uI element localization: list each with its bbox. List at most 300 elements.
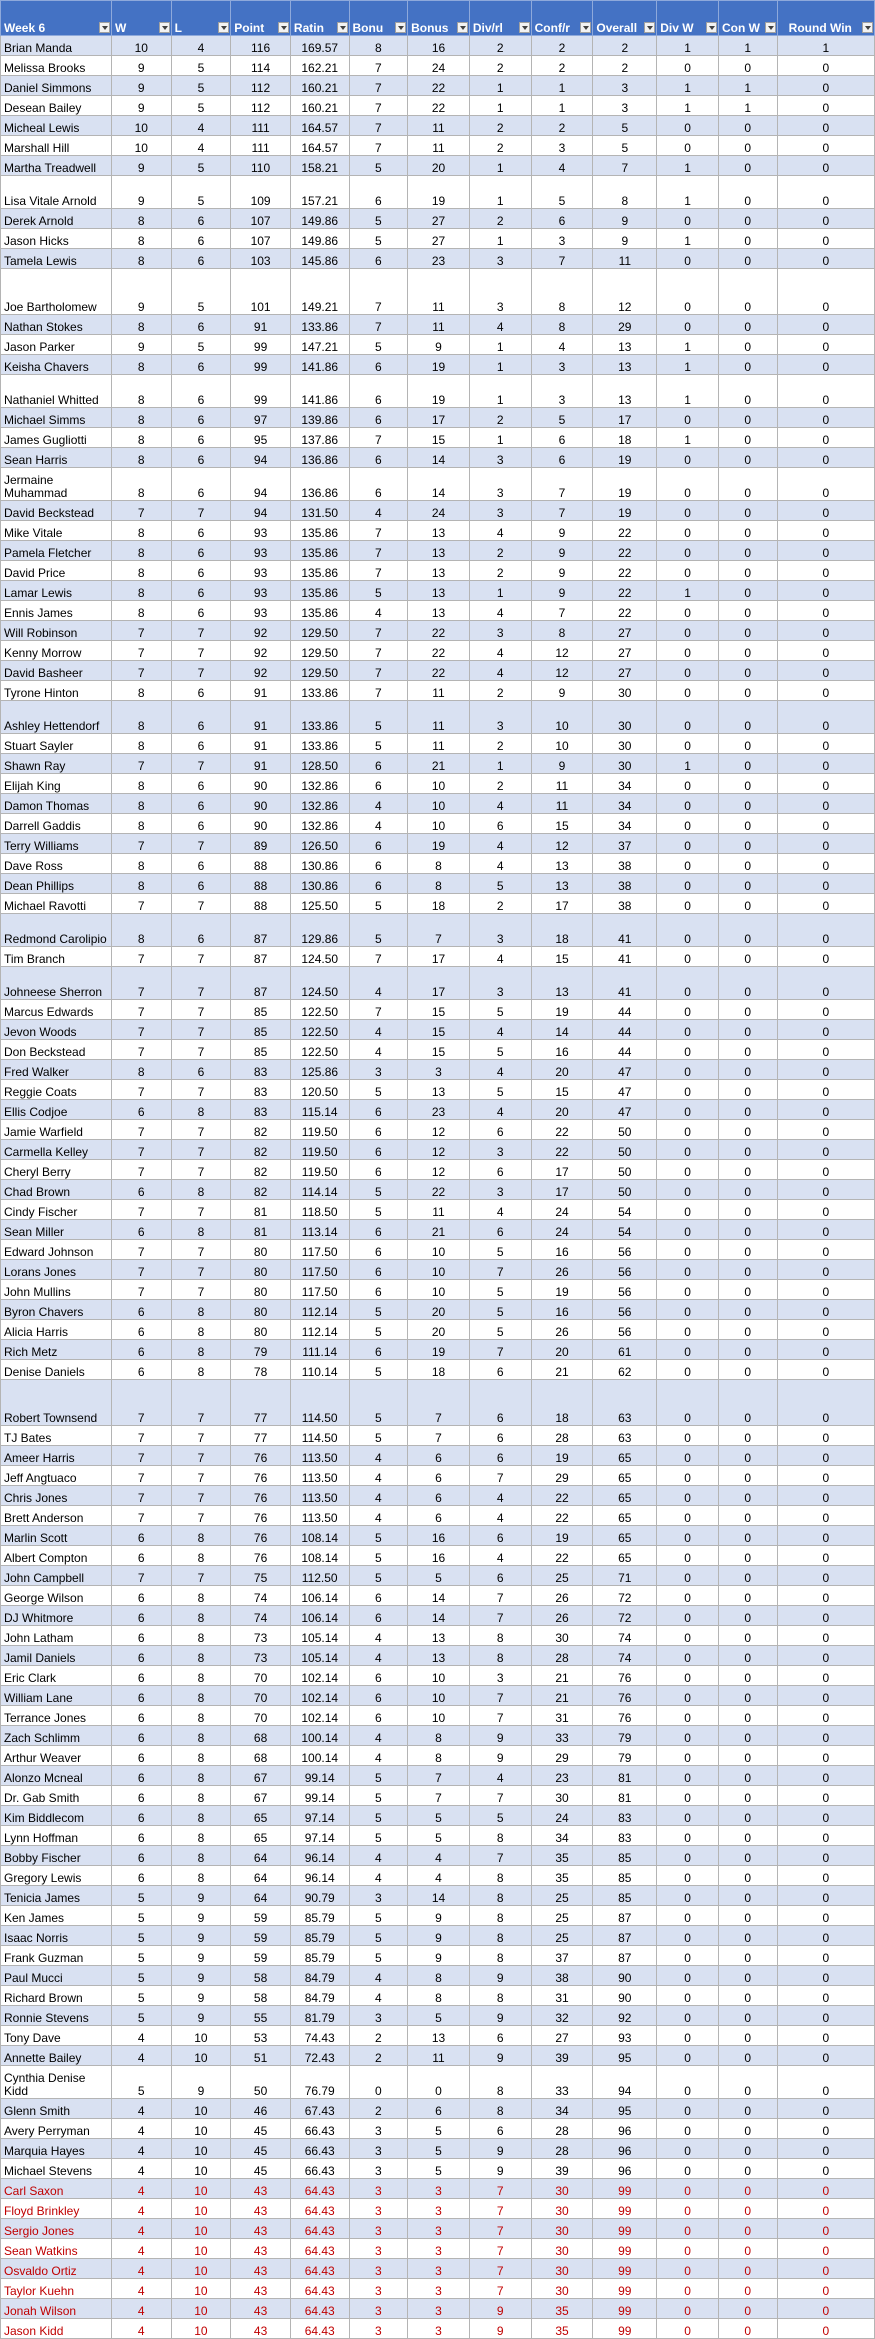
round-win-cell[interactable]: 0 xyxy=(777,1120,874,1140)
overall-rank-cell[interactable]: 41 xyxy=(593,914,657,947)
bonus-cell[interactable]: 6 xyxy=(349,1686,408,1706)
round-win-cell[interactable]: 0 xyxy=(777,2139,874,2159)
bonus-cell[interactable]: 7 xyxy=(349,428,408,448)
bonus-points-cell[interactable]: 5 xyxy=(408,1806,470,1826)
div-rank-cell[interactable]: 2 xyxy=(469,36,531,56)
bonus-cell[interactable]: 3 xyxy=(349,2199,408,2219)
div-win-cell[interactable]: 0 xyxy=(657,1926,719,1946)
player-name-cell[interactable]: Ken James xyxy=(1,1906,112,1926)
rating-cell[interactable]: 115.14 xyxy=(290,1100,349,1120)
rating-cell[interactable]: 74.43 xyxy=(290,2026,349,2046)
con-win-cell[interactable]: 0 xyxy=(718,1060,777,1080)
bonus-cell[interactable]: 3 xyxy=(349,2139,408,2159)
div-win-cell[interactable]: 0 xyxy=(657,1666,719,1686)
con-win-cell[interactable]: 0 xyxy=(718,2026,777,2046)
bonus-points-cell[interactable]: 13 xyxy=(408,521,470,541)
div-win-cell[interactable]: 0 xyxy=(657,1040,719,1060)
con-win-cell[interactable]: 0 xyxy=(718,229,777,249)
bonus-cell[interactable]: 3 xyxy=(349,2259,408,2279)
player-name-cell[interactable]: Sean Miller xyxy=(1,1220,112,1240)
rating-cell[interactable]: 129.50 xyxy=(290,661,349,681)
bonus-points-cell[interactable]: 5 xyxy=(408,2159,470,2179)
bonus-points-cell[interactable]: 9 xyxy=(408,1946,470,1966)
round-win-cell[interactable]: 0 xyxy=(777,681,874,701)
header-wins[interactable] xyxy=(111,1,171,36)
rating-cell[interactable]: 96.14 xyxy=(290,1846,349,1866)
losses-cell[interactable]: 8 xyxy=(171,1340,231,1360)
round-win-cell[interactable]: 0 xyxy=(777,621,874,641)
round-win-cell[interactable]: 0 xyxy=(777,2239,874,2259)
bonus-cell[interactable]: 7 xyxy=(349,315,408,335)
wins-cell[interactable]: 5 xyxy=(111,1966,171,1986)
conf-rank-cell[interactable]: 29 xyxy=(531,1746,593,1766)
div-win-cell[interactable]: 0 xyxy=(657,1300,719,1320)
player-name-cell[interactable]: Michael Stevens xyxy=(1,2159,112,2179)
div-win-cell[interactable]: 0 xyxy=(657,1100,719,1120)
points-cell[interactable]: 92 xyxy=(231,661,291,681)
conf-rank-cell[interactable]: 20 xyxy=(531,1340,593,1360)
player-name-cell[interactable]: Marquia Hayes xyxy=(1,2139,112,2159)
con-win-cell[interactable]: 1 xyxy=(718,96,777,116)
div-rank-cell[interactable]: 1 xyxy=(469,96,531,116)
round-win-cell[interactable]: 0 xyxy=(777,229,874,249)
overall-rank-cell[interactable]: 87 xyxy=(593,1926,657,1946)
player-name-cell[interactable]: Ellis Codjoe xyxy=(1,1100,112,1120)
rating-cell[interactable]: 106.14 xyxy=(290,1586,349,1606)
bonus-points-cell[interactable]: 13 xyxy=(408,1646,470,1666)
conf-rank-cell[interactable]: 26 xyxy=(531,1606,593,1626)
div-rank-cell[interactable]: 8 xyxy=(469,1986,531,2006)
losses-cell[interactable]: 10 xyxy=(171,2046,231,2066)
rating-cell[interactable]: 119.50 xyxy=(290,1140,349,1160)
points-cell[interactable]: 70 xyxy=(231,1686,291,1706)
div-rank-cell[interactable]: 4 xyxy=(469,315,531,335)
losses-cell[interactable]: 9 xyxy=(171,1986,231,2006)
overall-rank-cell[interactable]: 30 xyxy=(593,734,657,754)
conf-rank-cell[interactable]: 28 xyxy=(531,2139,593,2159)
con-win-cell[interactable]: 0 xyxy=(718,2279,777,2299)
rating-cell[interactable]: 129.50 xyxy=(290,621,349,641)
round-win-cell[interactable]: 0 xyxy=(777,874,874,894)
con-win-cell[interactable]: 0 xyxy=(718,581,777,601)
con-win-cell[interactable]: 0 xyxy=(718,1140,777,1160)
con-win-cell[interactable]: 0 xyxy=(718,1380,777,1426)
header-div-rank[interactable] xyxy=(469,1,531,36)
rating-cell[interactable]: 90.79 xyxy=(290,1886,349,1906)
player-name-cell[interactable]: Marlin Scott xyxy=(1,1526,112,1546)
player-name-cell[interactable]: Jonah Wilson xyxy=(1,2299,112,2319)
points-cell[interactable]: 75 xyxy=(231,1566,291,1586)
dropdown-filter-icon[interactable] xyxy=(519,22,530,33)
rating-cell[interactable]: 141.86 xyxy=(290,355,349,375)
div-win-cell[interactable]: 0 xyxy=(657,1020,719,1040)
conf-rank-cell[interactable]: 30 xyxy=(531,2219,593,2239)
round-win-cell[interactable]: 0 xyxy=(777,1506,874,1526)
con-win-cell[interactable]: 0 xyxy=(718,1020,777,1040)
wins-cell[interactable]: 6 xyxy=(111,1100,171,1120)
div-win-cell[interactable]: 0 xyxy=(657,1806,719,1826)
wins-cell[interactable]: 4 xyxy=(111,2219,171,2239)
con-win-cell[interactable]: 0 xyxy=(718,1586,777,1606)
div-rank-cell[interactable]: 4 xyxy=(469,794,531,814)
conf-rank-cell[interactable]: 28 xyxy=(531,2119,593,2139)
wins-cell[interactable]: 4 xyxy=(111,2119,171,2139)
con-win-cell[interactable]: 1 xyxy=(718,76,777,96)
points-cell[interactable]: 83 xyxy=(231,1080,291,1100)
overall-rank-cell[interactable]: 44 xyxy=(593,1040,657,1060)
overall-rank-cell[interactable]: 12 xyxy=(593,269,657,315)
overall-rank-cell[interactable]: 76 xyxy=(593,1666,657,1686)
bonus-cell[interactable]: 6 xyxy=(349,754,408,774)
points-cell[interactable]: 67 xyxy=(231,1766,291,1786)
div-rank-cell[interactable]: 7 xyxy=(469,1846,531,1866)
round-win-cell[interactable]: 0 xyxy=(777,1446,874,1466)
con-win-cell[interactable]: 0 xyxy=(718,335,777,355)
bonus-points-cell[interactable]: 19 xyxy=(408,834,470,854)
player-name-cell[interactable]: Bobby Fischer xyxy=(1,1846,112,1866)
player-name-cell[interactable]: Damon Thomas xyxy=(1,794,112,814)
div-win-cell[interactable]: 0 xyxy=(657,269,719,315)
wins-cell[interactable]: 9 xyxy=(111,156,171,176)
round-win-cell[interactable]: 0 xyxy=(777,1320,874,1340)
overall-rank-cell[interactable]: 85 xyxy=(593,1846,657,1866)
bonus-points-cell[interactable]: 16 xyxy=(408,1546,470,1566)
con-win-cell[interactable]: 0 xyxy=(718,1846,777,1866)
rating-cell[interactable]: 97.14 xyxy=(290,1826,349,1846)
points-cell[interactable]: 94 xyxy=(231,448,291,468)
div-rank-cell[interactable]: 1 xyxy=(469,335,531,355)
conf-rank-cell[interactable]: 28 xyxy=(531,1426,593,1446)
rating-cell[interactable]: 64.43 xyxy=(290,2259,349,2279)
rating-cell[interactable]: 108.14 xyxy=(290,1546,349,1566)
losses-cell[interactable]: 6 xyxy=(171,734,231,754)
rating-cell[interactable]: 102.14 xyxy=(290,1686,349,1706)
rating-cell[interactable]: 64.43 xyxy=(290,2199,349,2219)
overall-rank-cell[interactable]: 65 xyxy=(593,1526,657,1546)
losses-cell[interactable]: 8 xyxy=(171,1686,231,1706)
con-win-cell[interactable]: 0 xyxy=(718,1360,777,1380)
div-win-cell[interactable]: 0 xyxy=(657,661,719,681)
player-name-cell[interactable]: Lisa Vitale Arnold xyxy=(1,176,112,209)
rating-cell[interactable]: 133.86 xyxy=(290,681,349,701)
overall-rank-cell[interactable]: 17 xyxy=(593,408,657,428)
conf-rank-cell[interactable]: 16 xyxy=(531,1040,593,1060)
conf-rank-cell[interactable]: 19 xyxy=(531,1280,593,1300)
bonus-points-cell[interactable]: 19 xyxy=(408,1340,470,1360)
wins-cell[interactable]: 7 xyxy=(111,1080,171,1100)
rating-cell[interactable]: 85.79 xyxy=(290,1926,349,1946)
bonus-cell[interactable]: 6 xyxy=(349,1280,408,1300)
wins-cell[interactable]: 4 xyxy=(111,2099,171,2119)
losses-cell[interactable]: 10 xyxy=(171,2179,231,2199)
round-win-cell[interactable]: 0 xyxy=(777,1666,874,1686)
bonus-cell[interactable]: 5 xyxy=(349,1380,408,1426)
player-name-cell[interactable]: Brian Manda xyxy=(1,36,112,56)
div-rank-cell[interactable]: 8 xyxy=(469,1826,531,1846)
overall-rank-cell[interactable]: 34 xyxy=(593,814,657,834)
div-win-cell[interactable]: 0 xyxy=(657,834,719,854)
wins-cell[interactable]: 6 xyxy=(111,1826,171,1846)
round-win-cell[interactable]: 0 xyxy=(777,501,874,521)
wins-cell[interactable]: 8 xyxy=(111,229,171,249)
con-win-cell[interactable]: 0 xyxy=(718,1446,777,1466)
losses-cell[interactable]: 8 xyxy=(171,1866,231,1886)
div-win-cell[interactable]: 0 xyxy=(657,1766,719,1786)
bonus-points-cell[interactable]: 12 xyxy=(408,1120,470,1140)
con-win-cell[interactable]: 0 xyxy=(718,947,777,967)
con-win-cell[interactable]: 0 xyxy=(718,2139,777,2159)
bonus-points-cell[interactable]: 7 xyxy=(408,914,470,947)
conf-rank-cell[interactable]: 12 xyxy=(531,641,593,661)
overall-rank-cell[interactable]: 5 xyxy=(593,116,657,136)
bonus-cell[interactable]: 4 xyxy=(349,1486,408,1506)
div-rank-cell[interactable]: 3 xyxy=(469,468,531,501)
div-win-cell[interactable]: 0 xyxy=(657,249,719,269)
div-win-cell[interactable]: 0 xyxy=(657,2099,719,2119)
round-win-cell[interactable]: 0 xyxy=(777,1200,874,1220)
losses-cell[interactable]: 6 xyxy=(171,408,231,428)
rating-cell[interactable]: 135.86 xyxy=(290,541,349,561)
div-win-cell[interactable]: 0 xyxy=(657,814,719,834)
div-win-cell[interactable]: 0 xyxy=(657,521,719,541)
losses-cell[interactable]: 6 xyxy=(171,1060,231,1080)
conf-rank-cell[interactable]: 25 xyxy=(531,1886,593,1906)
round-win-cell[interactable]: 0 xyxy=(777,1380,874,1426)
round-win-cell[interactable]: 0 xyxy=(777,116,874,136)
overall-rank-cell[interactable]: 2 xyxy=(593,56,657,76)
con-win-cell[interactable]: 0 xyxy=(718,1000,777,1020)
div-rank-cell[interactable]: 5 xyxy=(469,1280,531,1300)
player-name-cell[interactable]: Nathan Stokes xyxy=(1,315,112,335)
con-win-cell[interactable]: 0 xyxy=(718,1666,777,1686)
round-win-cell[interactable]: 0 xyxy=(777,1846,874,1866)
player-name-cell[interactable]: David Price xyxy=(1,561,112,581)
points-cell[interactable]: 76 xyxy=(231,1526,291,1546)
losses-cell[interactable]: 7 xyxy=(171,1160,231,1180)
player-name-cell[interactable]: Byron Chavers xyxy=(1,1300,112,1320)
conf-rank-cell[interactable]: 3 xyxy=(531,355,593,375)
con-win-cell[interactable]: 0 xyxy=(718,1926,777,1946)
div-rank-cell[interactable]: 5 xyxy=(469,1320,531,1340)
div-win-cell[interactable]: 0 xyxy=(657,1260,719,1280)
bonus-cell[interactable]: 6 xyxy=(349,1160,408,1180)
points-cell[interactable]: 43 xyxy=(231,2199,291,2219)
player-name-cell[interactable]: Eric Clark xyxy=(1,1666,112,1686)
player-name-cell[interactable]: Glenn Smith xyxy=(1,2099,112,2119)
player-name-cell[interactable]: Dr. Gab Smith xyxy=(1,1786,112,1806)
wins-cell[interactable]: 8 xyxy=(111,814,171,834)
round-win-cell[interactable]: 0 xyxy=(777,1586,874,1606)
wins-cell[interactable]: 6 xyxy=(111,1606,171,1626)
wins-cell[interactable]: 8 xyxy=(111,355,171,375)
div-rank-cell[interactable]: 1 xyxy=(469,229,531,249)
overall-rank-cell[interactable]: 94 xyxy=(593,2066,657,2099)
wins-cell[interactable]: 4 xyxy=(111,2299,171,2319)
conf-rank-cell[interactable]: 3 xyxy=(531,375,593,408)
round-win-cell[interactable]: 0 xyxy=(777,581,874,601)
bonus-points-cell[interactable]: 6 xyxy=(408,1466,470,1486)
con-win-cell[interactable]: 0 xyxy=(718,834,777,854)
rating-cell[interactable]: 129.50 xyxy=(290,641,349,661)
round-win-cell[interactable]: 0 xyxy=(777,1160,874,1180)
conf-rank-cell[interactable]: 33 xyxy=(531,2066,593,2099)
losses-cell[interactable]: 8 xyxy=(171,1586,231,1606)
rating-cell[interactable]: 120.50 xyxy=(290,1080,349,1100)
con-win-cell[interactable]: 0 xyxy=(718,1200,777,1220)
rating-cell[interactable]: 122.50 xyxy=(290,1000,349,1020)
losses-cell[interactable]: 8 xyxy=(171,1220,231,1240)
player-name-cell[interactable]: Tenicia James xyxy=(1,1886,112,1906)
points-cell[interactable]: 59 xyxy=(231,1926,291,1946)
bonus-cell[interactable]: 4 xyxy=(349,1746,408,1766)
wins-cell[interactable]: 6 xyxy=(111,1340,171,1360)
bonus-points-cell[interactable]: 10 xyxy=(408,1706,470,1726)
rating-cell[interactable]: 105.14 xyxy=(290,1646,349,1666)
bonus-cell[interactable]: 6 xyxy=(349,1606,408,1626)
con-win-cell[interactable]: 0 xyxy=(718,2199,777,2219)
bonus-points-cell[interactable]: 11 xyxy=(408,269,470,315)
points-cell[interactable]: 76 xyxy=(231,1486,291,1506)
losses-cell[interactable]: 7 xyxy=(171,1080,231,1100)
player-name-cell[interactable]: Mike Vitale xyxy=(1,521,112,541)
losses-cell[interactable]: 6 xyxy=(171,601,231,621)
rating-cell[interactable]: 119.50 xyxy=(290,1160,349,1180)
bonus-points-cell[interactable]: 16 xyxy=(408,1526,470,1546)
bonus-points-cell[interactable]: 18 xyxy=(408,894,470,914)
div-rank-cell[interactable]: 3 xyxy=(469,501,531,521)
div-rank-cell[interactable]: 5 xyxy=(469,1240,531,1260)
wins-cell[interactable]: 8 xyxy=(111,701,171,734)
points-cell[interactable]: 80 xyxy=(231,1260,291,1280)
conf-rank-cell[interactable]: 1 xyxy=(531,76,593,96)
player-name-cell[interactable]: Gregory Lewis xyxy=(1,1866,112,1886)
div-win-cell[interactable]: 0 xyxy=(657,947,719,967)
div-rank-cell[interactable]: 9 xyxy=(469,2299,531,2319)
round-win-cell[interactable]: 0 xyxy=(777,541,874,561)
overall-rank-cell[interactable]: 76 xyxy=(593,1706,657,1726)
bonus-cell[interactable]: 4 xyxy=(349,1646,408,1666)
bonus-cell[interactable]: 6 xyxy=(349,854,408,874)
div-rank-cell[interactable]: 7 xyxy=(469,2259,531,2279)
bonus-cell[interactable]: 5 xyxy=(349,1180,408,1200)
points-cell[interactable]: 80 xyxy=(231,1240,291,1260)
losses-cell[interactable]: 6 xyxy=(171,468,231,501)
wins-cell[interactable]: 8 xyxy=(111,561,171,581)
losses-cell[interactable]: 6 xyxy=(171,315,231,335)
points-cell[interactable]: 88 xyxy=(231,894,291,914)
overall-rank-cell[interactable]: 27 xyxy=(593,641,657,661)
wins-cell[interactable]: 7 xyxy=(111,661,171,681)
bonus-points-cell[interactable]: 20 xyxy=(408,1300,470,1320)
wins-cell[interactable]: 4 xyxy=(111,2159,171,2179)
wins-cell[interactable]: 7 xyxy=(111,1506,171,1526)
conf-rank-cell[interactable]: 35 xyxy=(531,2319,593,2339)
div-rank-cell[interactable]: 1 xyxy=(469,176,531,209)
bonus-cell[interactable]: 3 xyxy=(349,2006,408,2026)
overall-rank-cell[interactable]: 38 xyxy=(593,874,657,894)
rating-cell[interactable]: 113.50 xyxy=(290,1486,349,1506)
div-rank-cell[interactable]: 2 xyxy=(469,894,531,914)
round-win-cell[interactable]: 0 xyxy=(777,1826,874,1846)
con-win-cell[interactable]: 0 xyxy=(718,209,777,229)
bonus-points-cell[interactable]: 17 xyxy=(408,947,470,967)
overall-rank-cell[interactable]: 34 xyxy=(593,794,657,814)
bonus-cell[interactable]: 6 xyxy=(349,1120,408,1140)
div-win-cell[interactable]: 1 xyxy=(657,375,719,408)
bonus-cell[interactable]: 3 xyxy=(349,2159,408,2179)
round-win-cell[interactable]: 0 xyxy=(777,1080,874,1100)
bonus-cell[interactable]: 7 xyxy=(349,641,408,661)
overall-rank-cell[interactable]: 63 xyxy=(593,1426,657,1446)
bonus-cell[interactable]: 0 xyxy=(349,2066,408,2099)
round-win-cell[interactable]: 0 xyxy=(777,947,874,967)
points-cell[interactable]: 74 xyxy=(231,1606,291,1626)
round-win-cell[interactable]: 0 xyxy=(777,375,874,408)
wins-cell[interactable]: 6 xyxy=(111,1866,171,1886)
round-win-cell[interactable]: 0 xyxy=(777,561,874,581)
losses-cell[interactable]: 10 xyxy=(171,2259,231,2279)
round-win-cell[interactable]: 0 xyxy=(777,1526,874,1546)
bonus-points-cell[interactable]: 14 xyxy=(408,468,470,501)
bonus-points-cell[interactable]: 17 xyxy=(408,408,470,428)
bonus-points-cell[interactable]: 11 xyxy=(408,734,470,754)
div-win-cell[interactable]: 0 xyxy=(657,1446,719,1466)
wins-cell[interactable]: 7 xyxy=(111,1380,171,1426)
points-cell[interactable]: 93 xyxy=(231,541,291,561)
losses-cell[interactable]: 6 xyxy=(171,854,231,874)
round-win-cell[interactable]: 0 xyxy=(777,1360,874,1380)
round-win-cell[interactable]: 0 xyxy=(777,1546,874,1566)
overall-rank-cell[interactable]: 56 xyxy=(593,1300,657,1320)
round-win-cell[interactable]: 0 xyxy=(777,521,874,541)
round-win-cell[interactable]: 0 xyxy=(777,1240,874,1260)
round-win-cell[interactable]: 0 xyxy=(777,1060,874,1080)
player-name-cell[interactable]: Lynn Hoffman xyxy=(1,1826,112,1846)
losses-cell[interactable]: 8 xyxy=(171,1766,231,1786)
div-win-cell[interactable]: 0 xyxy=(657,541,719,561)
overall-rank-cell[interactable]: 18 xyxy=(593,428,657,448)
losses-cell[interactable]: 10 xyxy=(171,2219,231,2239)
overall-rank-cell[interactable]: 99 xyxy=(593,2319,657,2339)
conf-rank-cell[interactable]: 20 xyxy=(531,1060,593,1080)
rating-cell[interactable]: 112.14 xyxy=(290,1300,349,1320)
bonus-cell[interactable]: 4 xyxy=(349,1986,408,2006)
div-win-cell[interactable]: 0 xyxy=(657,1646,719,1666)
bonus-cell[interactable]: 2 xyxy=(349,2046,408,2066)
div-rank-cell[interactable]: 6 xyxy=(469,1566,531,1586)
points-cell[interactable]: 90 xyxy=(231,814,291,834)
con-win-cell[interactable]: 0 xyxy=(718,2066,777,2099)
losses-cell[interactable]: 6 xyxy=(171,375,231,408)
bonus-cell[interactable]: 6 xyxy=(349,375,408,408)
conf-rank-cell[interactable]: 29 xyxy=(531,1466,593,1486)
overall-rank-cell[interactable]: 27 xyxy=(593,661,657,681)
round-win-cell[interactable]: 0 xyxy=(777,2026,874,2046)
div-win-cell[interactable]: 0 xyxy=(657,56,719,76)
rating-cell[interactable]: 114.14 xyxy=(290,1180,349,1200)
player-name-cell[interactable]: Alonzo Mcneal xyxy=(1,1766,112,1786)
round-win-cell[interactable]: 0 xyxy=(777,2319,874,2339)
round-win-cell[interactable]: 0 xyxy=(777,176,874,209)
con-win-cell[interactable]: 0 xyxy=(718,1486,777,1506)
player-name-cell[interactable]: Stuart Sayler xyxy=(1,734,112,754)
div-rank-cell[interactable]: 3 xyxy=(469,1666,531,1686)
con-win-cell[interactable]: 0 xyxy=(718,1646,777,1666)
bonus-cell[interactable]: 3 xyxy=(349,2119,408,2139)
rating-cell[interactable]: 106.14 xyxy=(290,1606,349,1626)
overall-rank-cell[interactable]: 99 xyxy=(593,2239,657,2259)
overall-rank-cell[interactable]: 56 xyxy=(593,1240,657,1260)
